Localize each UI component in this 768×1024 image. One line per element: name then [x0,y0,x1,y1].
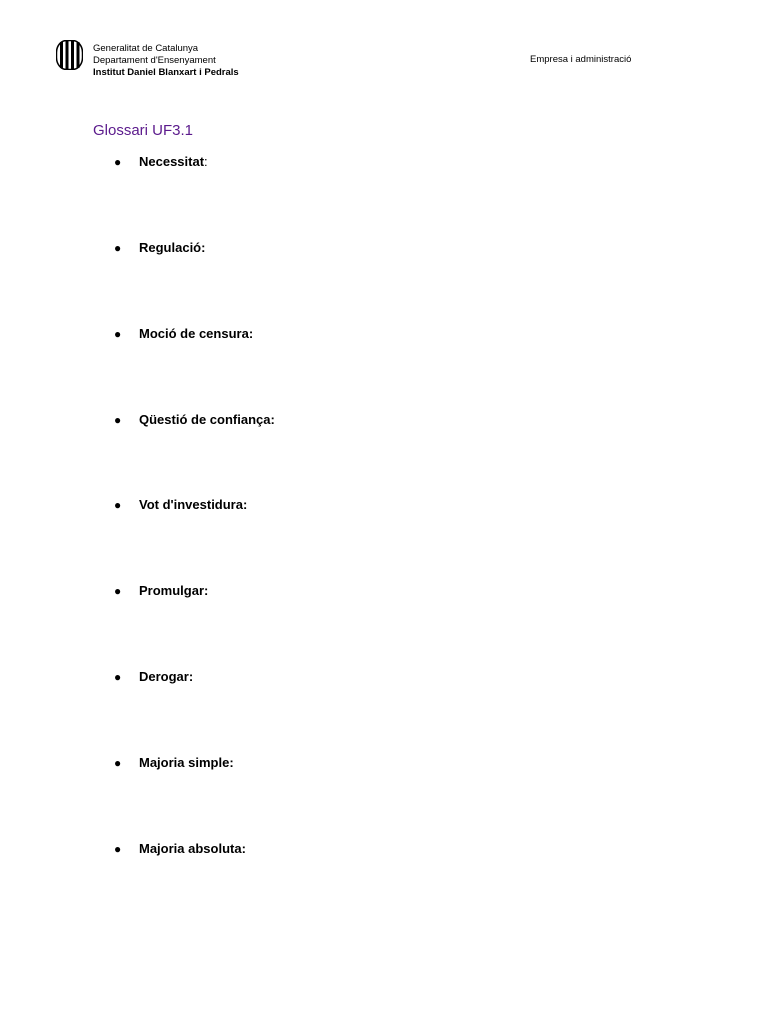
generalitat-logo-icon [56,40,83,70]
term-colon: : [188,669,194,684]
glossary-term: Majoria simple [139,755,230,770]
bullet-icon: ● [114,756,122,770]
list-item [114,496,247,514]
list-item [114,754,234,772]
bullet-icon: ● [114,498,122,512]
list-item [114,153,208,171]
glossary-term: Vot d'investidura [139,497,243,512]
glossary-term: Regulació [139,240,202,255]
header-org-line1: Generalitat de Catalunya [93,43,199,54]
term-colon: : [248,326,254,341]
list-item [114,668,193,686]
bullet-icon: ● [114,413,122,427]
page-title: Glossari UF3.1 [93,122,194,139]
bullet-icon: ● [114,842,122,856]
term-colon: : [270,412,275,427]
bullet-icon: ● [114,327,122,341]
glossary-term: Derogar [139,669,189,684]
bullet-icon: ● [114,670,122,684]
term-colon: : [201,240,206,255]
bullet-icon: ● [114,241,122,255]
header-org-line3: Institut Daniel Blanxart i Pedrals [93,67,239,78]
list-item [114,582,208,600]
list-item [114,411,275,429]
glossary-term: Necessitat [139,154,205,169]
glossary-term: Moció de censura [139,326,249,341]
term-colon: : [241,841,246,856]
glossary-term: Qüestió de confiança [139,412,271,427]
glossary-term: Majoria absoluta [139,841,242,856]
term-colon: : [242,497,248,512]
term-colon: : [229,755,234,770]
term-colon: : [204,154,208,169]
bullet-icon: ● [114,584,122,598]
list-item [114,840,246,858]
header-institution [93,43,239,79]
glossary-term: Promulgar [139,583,205,598]
list-item [114,239,205,257]
term-colon: : [204,583,209,598]
header-org-line2: Departament d'Ensenyament [93,55,216,66]
header-subject: Empresa i administració [530,54,632,65]
list-item [114,325,253,343]
bullet-icon: ● [114,155,122,169]
